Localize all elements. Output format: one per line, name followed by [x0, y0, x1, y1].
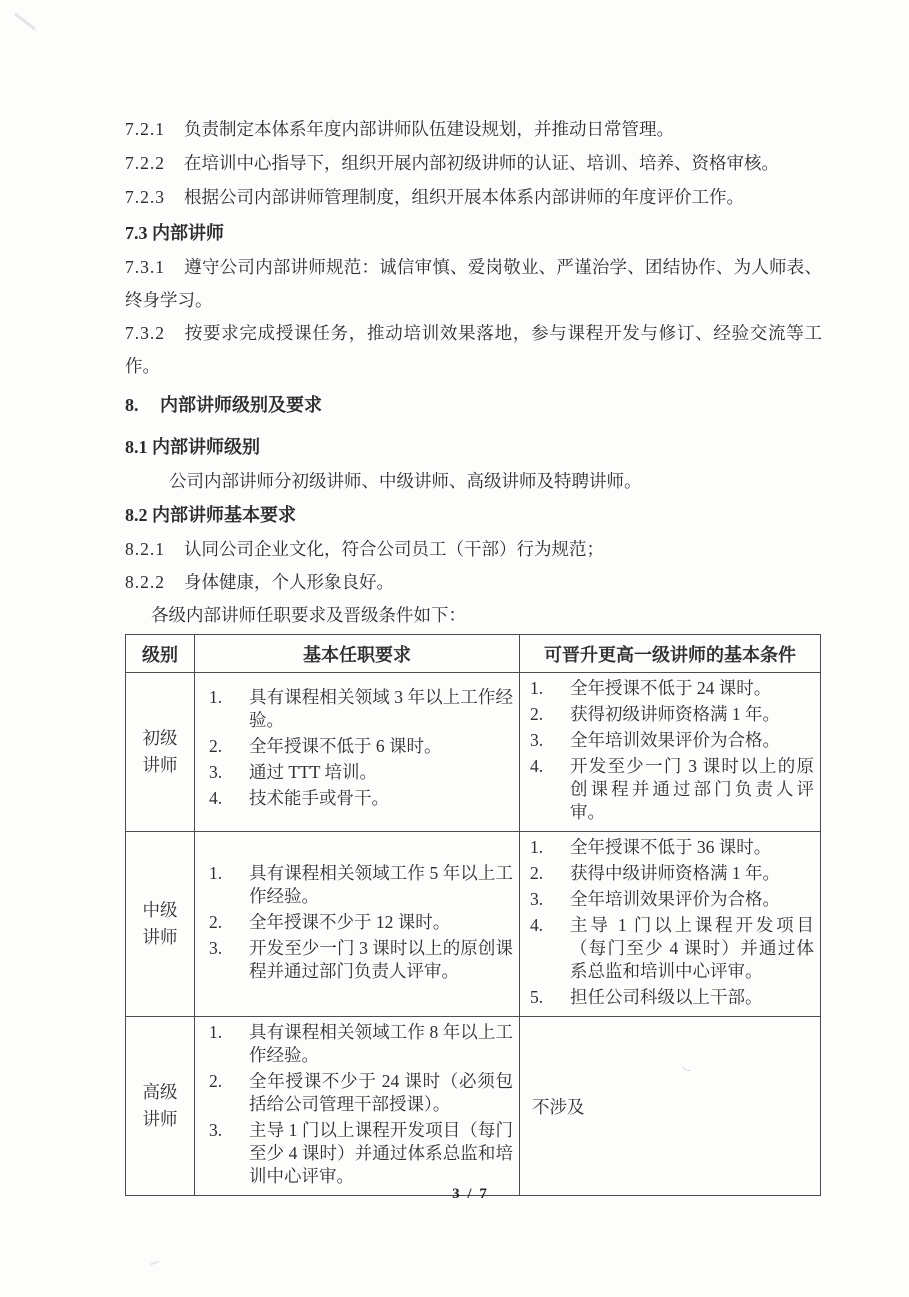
table-list-item	[530, 703, 816, 726]
list-item-text: 具有课程相关领域 3 年以上工作经验。	[249, 687, 513, 730]
clause-text: 遵守公司内部讲师规范：诚信审慎、爱岗敬业、严谨治学、团结协作、为人师表、终身学习。	[125, 257, 822, 310]
list-item-number: 3.	[209, 1120, 223, 1140]
clause-text: 认同公司企业文化，符合公司员工（干部）行为规范；	[184, 539, 604, 559]
clause-number: 8.2.2	[125, 572, 165, 592]
level-label: 中级讲师	[142, 899, 178, 947]
level-label: 高级讲师	[142, 1081, 178, 1129]
promotion-list	[530, 836, 816, 1009]
list-item-number: 1.	[209, 1022, 223, 1042]
level-cell	[126, 832, 195, 1017]
scan-smudge-top-left	[14, 12, 36, 30]
list-item-text: 全年授课不少于 24 课时（必须包括给公司管理干部授课）。	[249, 1071, 513, 1114]
table-list-item	[530, 986, 816, 1009]
table-intro: 各级内部讲师任职要求及晋级条件如下：	[151, 605, 466, 625]
clause-text: 身体健康，个人形象良好。	[184, 572, 394, 592]
paragraph-8-2-2	[125, 566, 822, 599]
list-item-number: 1.	[530, 837, 544, 857]
list-item-text: 技术能手或骨干。	[249, 788, 389, 808]
clause-text: 按要求完成授课任务，推动培训效果落地，参与课程开发与修订、经验交流等工作。	[125, 323, 822, 376]
list-item-number: 3.	[209, 938, 223, 958]
list-item-text: 具有课程相关领域工作 5 年以上工作经验。	[249, 863, 513, 906]
heading-8-1: 8.1 内部讲师级别	[125, 437, 260, 457]
clause-number: 7.2.3	[125, 187, 165, 207]
list-item-text: 获得初级讲师资格满 1 年。	[570, 704, 780, 724]
list-item-number: 4.	[209, 788, 223, 808]
list-item-number: 2.	[209, 912, 223, 932]
paragraph-7-2-2	[125, 146, 822, 180]
table-row-intermediate-lecturer	[126, 832, 821, 1017]
clause-number: 7.3.1	[125, 257, 165, 277]
list-item-text: 全年培训效果评价为合格。	[570, 730, 780, 750]
level-label: 初级讲师	[142, 727, 178, 775]
requirements-list	[209, 862, 515, 983]
clause-text: 负责制定本体系年度内部讲师队伍建设规划，并推动日常管理。	[184, 119, 674, 139]
clause-number: 7.2.1	[125, 119, 165, 139]
paragraph-7-3-1	[125, 251, 822, 317]
promotion-cell	[520, 1017, 821, 1196]
requirements-cell	[195, 1017, 520, 1196]
list-item-text: 全年授课不低于 6 课时。	[249, 736, 442, 756]
list-item-text: 全年培训效果评价为合格。	[570, 889, 780, 909]
list-item-number: 1.	[530, 678, 544, 698]
paragraph-7-2-1	[125, 112, 822, 146]
section-number: 8.	[125, 395, 139, 415]
list-item-text: 开发至少一门 3 课时以上的原创课程并通过部门负责人评审。	[570, 756, 814, 822]
section-title: 内部讲师级别及要求	[160, 395, 322, 415]
list-item-text: 主导 1 门以上课程开发项目（每门至少 4 课时）并通过体系总监和培训中心评审。	[570, 915, 814, 981]
table-list-item	[530, 755, 816, 824]
list-item-number: 2.	[530, 863, 544, 883]
clause-number: 7.2.2	[125, 153, 165, 173]
level-cell	[126, 673, 195, 832]
table-list-item	[209, 787, 515, 810]
table-row-senior-lecturer	[126, 1017, 821, 1196]
list-item-text: 全年授课不少于 12 课时。	[249, 912, 451, 932]
list-item-text: 主导 1 门以上课程开发项目（每门至少 4 课时）并通过体系总监和培训中心评审。	[249, 1120, 513, 1186]
promotion-not-applicable: 不涉及	[532, 1096, 585, 1117]
list-item-number: 2.	[209, 736, 223, 756]
list-item-number: 4.	[530, 756, 544, 776]
list-item-number: 2.	[209, 1071, 223, 1091]
requirements-cell	[195, 832, 520, 1017]
table-list-item	[209, 1070, 515, 1116]
list-item-number: 3.	[530, 730, 544, 750]
clause-text: 在培训中心指导下，组织开展内部初级讲师的认证、培训、培养、资格审核。	[184, 153, 779, 173]
table-header-requirements: 基本任职要求	[195, 635, 520, 673]
promotion-cell	[520, 832, 821, 1017]
document-content	[125, 112, 822, 1196]
table-header-row	[126, 635, 821, 673]
paragraph-7-3-2	[125, 317, 822, 383]
table-list-item	[530, 914, 816, 983]
clause-number: 7.3.2	[125, 323, 165, 343]
lecturer-requirements-table	[125, 634, 821, 1196]
clause-number: 8.2.1	[125, 539, 165, 559]
list-item-text: 开发至少一门 3 课时以上的原创课程并通过部门负责人评审。	[249, 938, 513, 981]
table-row-junior-lecturer	[126, 673, 821, 832]
list-item-text: 担任公司科级以上干部。	[570, 987, 763, 1007]
paragraph-8-2-1	[125, 533, 822, 566]
paragraph-8-1-body: 公司内部讲师分初级讲师、中级讲师、高级讲师及特聘讲师。	[169, 471, 642, 491]
list-item-number: 3.	[530, 889, 544, 909]
table-list-item	[209, 761, 515, 784]
table-list-item	[209, 1021, 515, 1067]
list-item-text: 获得中级讲师资格满 1 年。	[570, 863, 780, 883]
table-list-item	[209, 862, 515, 908]
table-list-item	[530, 836, 816, 859]
table-list-item	[530, 888, 816, 911]
list-item-text: 全年授课不低于 24 课时。	[570, 678, 772, 698]
table-list-item	[209, 937, 515, 983]
promotion-cell	[520, 673, 821, 832]
heading-8	[125, 388, 822, 423]
scan-smudge-bottom-left	[150, 1261, 159, 1266]
promotion-list	[530, 677, 816, 824]
requirements-list	[209, 1021, 515, 1188]
level-cell	[126, 1017, 195, 1196]
list-item-number: 3.	[209, 762, 223, 782]
table-list-item	[209, 1119, 515, 1188]
requirements-cell	[195, 673, 520, 832]
table-list-item	[209, 911, 515, 934]
table-header-level: 级别	[126, 635, 195, 673]
list-item-text: 通过 TTT 培训。	[249, 762, 378, 782]
list-item-number: 4.	[530, 915, 544, 935]
heading-8-2: 8.2 内部讲师基本要求	[125, 505, 296, 525]
list-item-number: 1.	[209, 863, 223, 883]
table-list-item	[209, 735, 515, 758]
table-list-item	[209, 686, 515, 732]
table-list-item	[530, 729, 816, 752]
table-list-item	[530, 677, 816, 700]
paragraph-7-2-3	[125, 180, 822, 214]
clause-text: 根据公司内部讲师管理制度，组织开展本体系内部讲师的年度评价工作。	[184, 187, 744, 207]
page-number: 3 / 7	[452, 1186, 489, 1202]
table-list-item	[530, 862, 816, 885]
list-item-text: 全年授课不低于 36 课时。	[570, 837, 772, 857]
list-item-number: 1.	[209, 687, 223, 707]
list-item-number: 5.	[530, 987, 544, 1007]
list-item-number: 2.	[530, 704, 544, 724]
requirements-list	[209, 686, 515, 810]
table-header-promotion: 可晋升更高一级讲师的基本条件	[520, 635, 821, 673]
list-item-text: 具有课程相关领域工作 8 年以上工作经验。	[249, 1022, 513, 1065]
heading-7-3: 7.3 内部讲师	[125, 223, 224, 243]
